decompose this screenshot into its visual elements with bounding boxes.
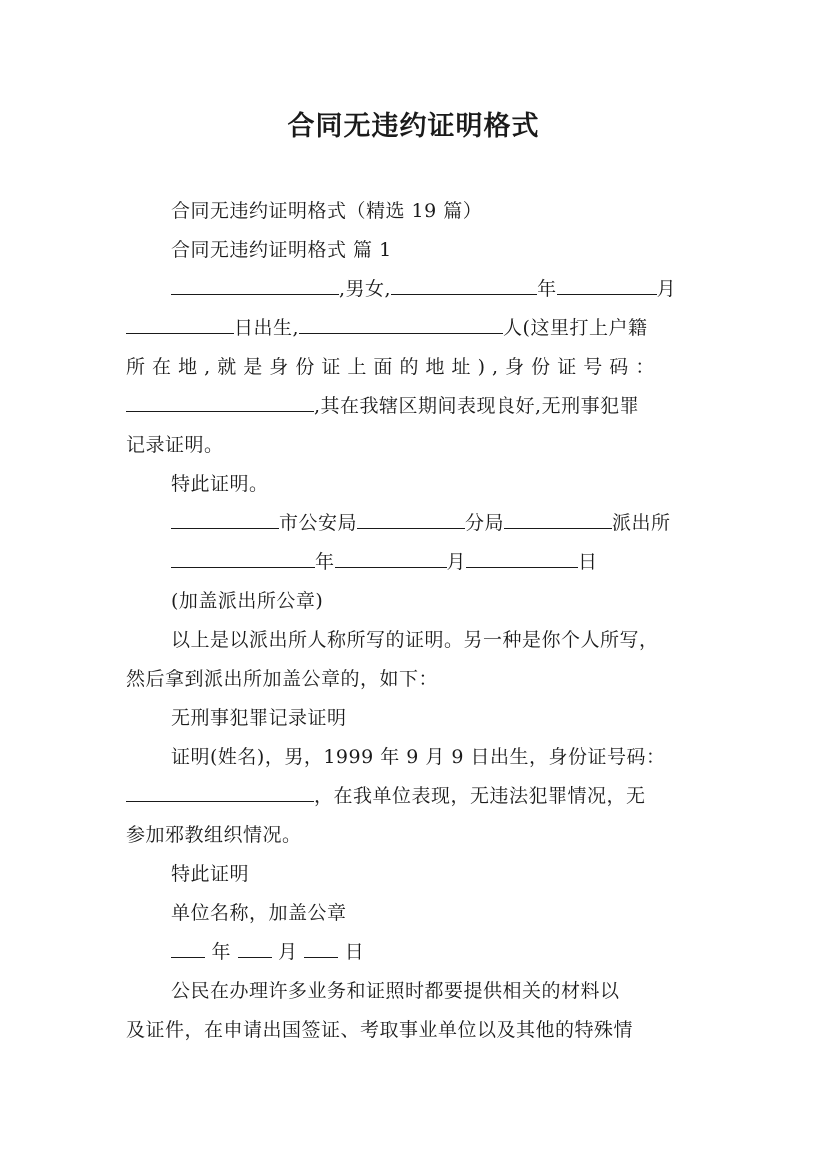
text-date-year: 年 bbox=[315, 551, 335, 573]
text-day-2: 日 bbox=[344, 941, 365, 963]
section-heading: 合同无违约证明格式 篇 1 bbox=[171, 239, 392, 261]
blank-branch bbox=[357, 510, 465, 529]
paragraph-line-17: 参加邪教组织情况。 bbox=[126, 824, 302, 846]
paragraph-line-13: 然后拿到派出所加盖公章的，如下： bbox=[126, 668, 439, 690]
blank-year bbox=[391, 276, 537, 295]
paragraph-line-6 bbox=[126, 393, 702, 419]
paragraph-line-7: 记录证明。 bbox=[126, 434, 224, 456]
blank-place bbox=[299, 315, 503, 334]
text-gender: ,男女, bbox=[339, 278, 392, 300]
blank-id-number-2 bbox=[126, 783, 314, 802]
text-year: 年 bbox=[537, 278, 557, 300]
blank-station bbox=[504, 510, 612, 529]
text-born: 日出生, bbox=[234, 317, 300, 339]
text-month-2: 月 bbox=[278, 941, 298, 963]
paragraph-line-15: 证明(姓名)，男，1999 年 9 月 9 日出生，身份证号码： bbox=[171, 746, 666, 768]
blank-name bbox=[171, 276, 339, 295]
text-good-record: ,其在我辖区期间表现良好,无刑事犯罪 bbox=[314, 395, 640, 417]
text-month: 月 bbox=[656, 278, 677, 300]
certify-text: 特此证明。 bbox=[171, 473, 269, 495]
text-year-2: 年 bbox=[211, 941, 232, 963]
police-station-line bbox=[171, 510, 702, 536]
paragraph-line-21: 公民在办理许多业务和证照时都要提供相关的材料以 bbox=[171, 980, 620, 1002]
document-title: 合同无违约证明格式 bbox=[287, 111, 540, 142]
blank-date-day bbox=[466, 549, 578, 568]
text-date-day: 日 bbox=[578, 551, 598, 573]
paragraph-line-16 bbox=[126, 783, 702, 809]
text-performance: ，在我单位表现，无违法犯罪情况，无 bbox=[314, 785, 646, 807]
unit-name-line: 单位名称，加盖公章 bbox=[171, 902, 347, 924]
blank-month bbox=[557, 276, 657, 295]
blank-year-2 bbox=[171, 939, 205, 958]
blank-city bbox=[171, 510, 279, 529]
paragraph-line-4 bbox=[126, 315, 702, 341]
blank-date-year bbox=[171, 549, 315, 568]
text-branch: 分局 bbox=[465, 512, 505, 534]
text-station: 派出所 bbox=[612, 512, 671, 534]
blank-day-2 bbox=[304, 939, 338, 958]
paragraph-line-3 bbox=[171, 276, 702, 302]
text-household: 人(这里打上户籍 bbox=[503, 317, 648, 339]
paragraph-line-12: 以上是以派出所人称所写的证明。另一种是你个人所写， bbox=[171, 629, 659, 651]
paragraph-line-22: 及证件，在申请出国签证、考取事业单位以及其他的特殊情 bbox=[126, 1019, 634, 1041]
date-line-2 bbox=[171, 939, 702, 965]
blank-date-month bbox=[335, 549, 447, 568]
certify-text-2: 特此证明 bbox=[171, 863, 250, 885]
blank-day bbox=[126, 315, 234, 334]
date-line-1 bbox=[171, 549, 702, 575]
paragraph-line-5: 所 在 地 , 就 是 身 份 证 上 面 的 地 址 ) , 身 份 证 号 码 ： bbox=[126, 356, 655, 378]
text-city-bureau: 市公安局 bbox=[279, 512, 358, 534]
subheading-no-criminal-record: 无刑事犯罪记录证明 bbox=[171, 707, 347, 729]
text-date-month: 月 bbox=[446, 551, 467, 573]
blank-month-2 bbox=[238, 939, 272, 958]
blank-id-number bbox=[126, 393, 314, 412]
subtitle-line: 合同无违约证明格式（精选 19 篇） bbox=[171, 200, 483, 222]
seal-note: (加盖派出所公章) bbox=[171, 590, 324, 612]
